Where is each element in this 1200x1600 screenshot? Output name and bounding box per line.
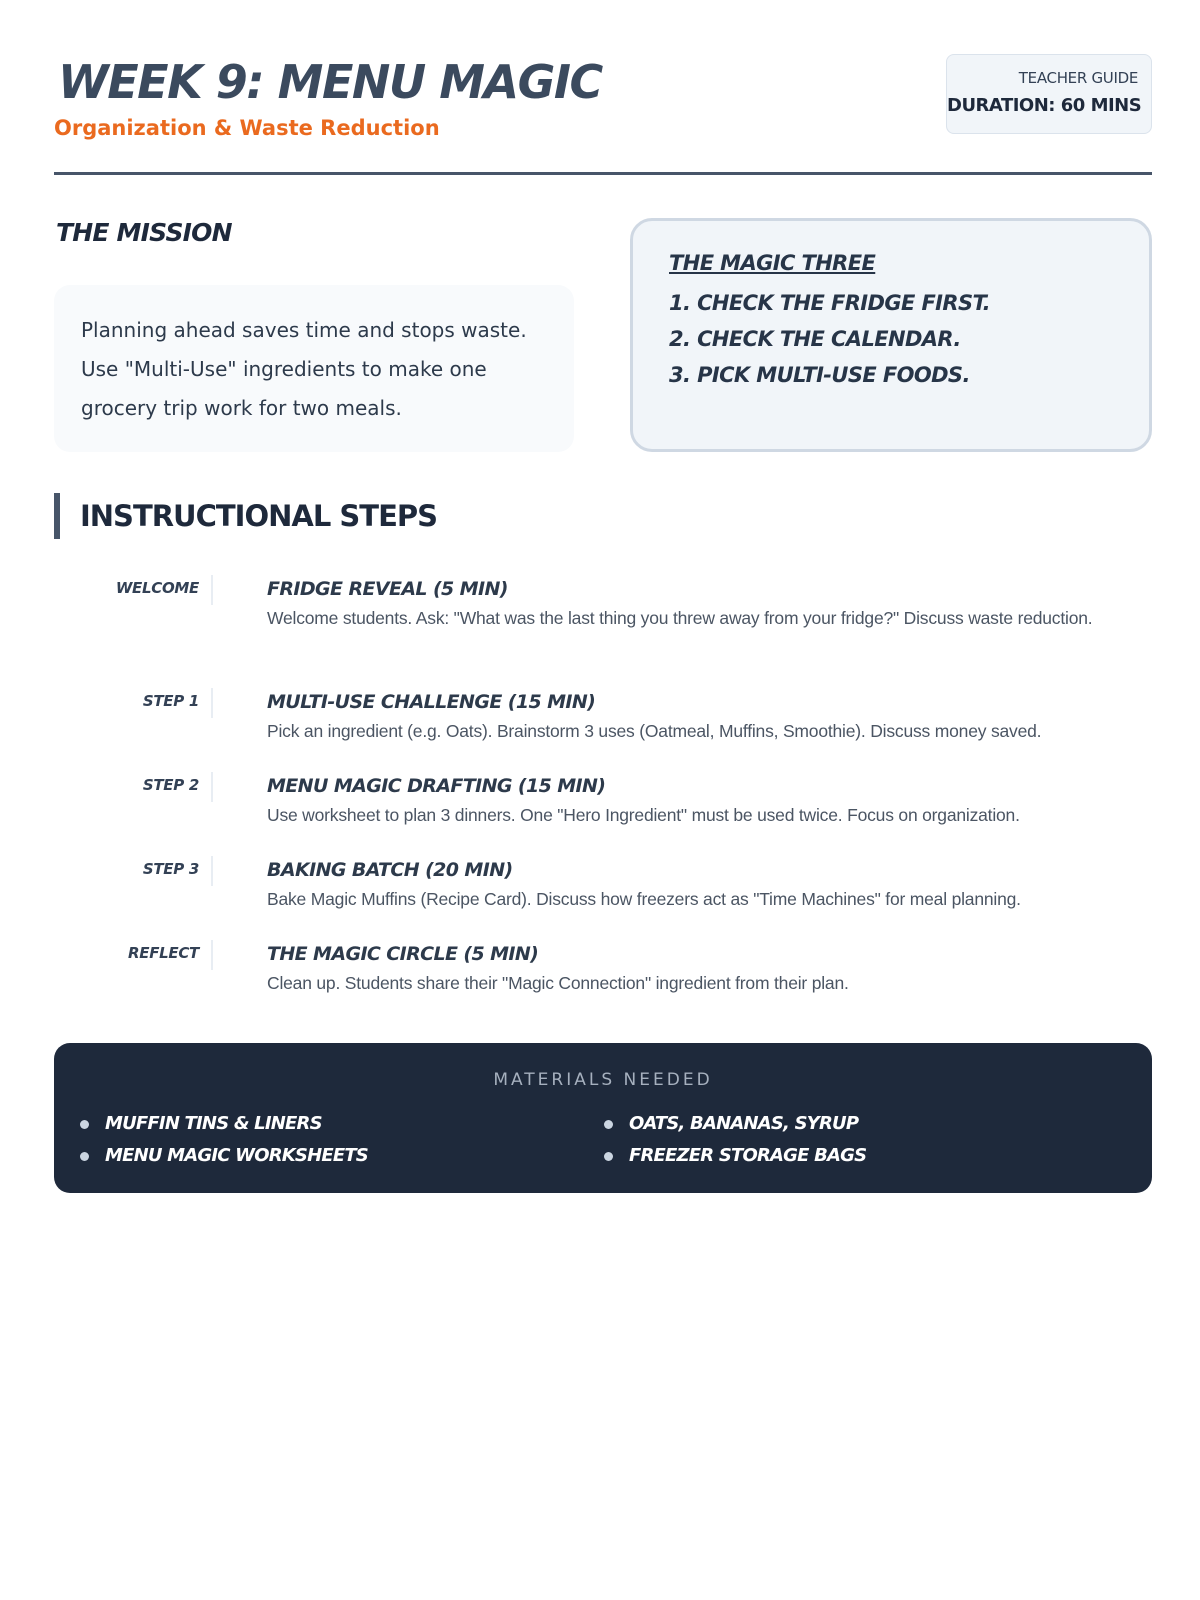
step-divider — [211, 575, 213, 605]
step-body — [267, 940, 1152, 998]
material-label: MUFFIN TINS & LINERS — [105, 1113, 322, 1134]
step-divider — [211, 940, 213, 970]
material-item — [80, 1112, 322, 1136]
step-title: THE MAGIC CIRCLE (5 MIN) — [267, 943, 539, 965]
step-item — [54, 688, 1152, 772]
step-tag: STEP 1 — [142, 692, 199, 710]
step-description: Welcome students. Ask: "What was the last thing you threw away from your fridge?" Discuss waste reduction. — [267, 608, 1093, 628]
guide-label: TEACHER GUIDE — [1018, 69, 1138, 87]
bullet-icon — [604, 1152, 613, 1161]
page-header — [54, 54, 1152, 175]
step-title: MULTI-USE CHALLENGE (15 MIN) — [267, 691, 596, 713]
step-item — [54, 856, 1152, 940]
step-description: Pick an ingredient (e.g. Oats). Brainstorm 3 uses (Oatmeal, Muffins, Smoothie). Discuss money saved. — [267, 721, 1042, 741]
material-item — [604, 1112, 858, 1136]
page-subtitle: Organization & Waste Reduction — [54, 116, 440, 140]
step-body — [267, 575, 1152, 633]
step-tag: REFLECT — [128, 944, 199, 962]
guide-info-box — [946, 54, 1152, 134]
step-title: BAKING BATCH (20 MIN) — [267, 859, 513, 881]
step-title: FRIDGE REVEAL (5 MIN) — [267, 578, 508, 600]
materials-title: MATERIALS NEEDED — [493, 1070, 713, 1090]
magic-three-item: 3. PICK MULTI-USE FOODS. — [669, 363, 970, 387]
step-divider — [211, 688, 213, 718]
step-description: Bake Magic Muffins (Recipe Card). Discuss how freezers act as "Time Machines" for meal planning. — [267, 889, 1021, 909]
magic-three-item: 1. CHECK THE FRIDGE FIRST. — [669, 291, 991, 315]
mission-text: Planning ahead saves time and stops waste. Use "Multi-Use" ingredients to make one grocery trip work for two meals. — [54, 285, 574, 452]
step-tag: STEP 2 — [142, 776, 199, 794]
mission-heading: THE MISSION — [56, 218, 232, 247]
material-label: OATS, BANANAS, SYRUP — [629, 1113, 859, 1134]
step-item — [54, 772, 1152, 856]
step-item — [54, 940, 1152, 1000]
magic-three-item: 2. CHECK THE CALENDAR. — [669, 327, 961, 351]
step-body — [267, 688, 1152, 746]
steps-list — [54, 575, 1152, 1000]
step-tag: WELCOME — [115, 579, 199, 597]
step-description: Use worksheet to plan 3 dinners. One "Hero Ingredient" must be used twice. Focus on organization. — [267, 805, 1020, 825]
material-label: FREEZER STORAGE BAGS — [629, 1145, 867, 1166]
steps-heading: INSTRUCTIONAL STEPS — [54, 493, 437, 539]
step-divider — [211, 856, 213, 886]
step-tag: STEP 3 — [142, 860, 199, 878]
material-item — [80, 1144, 368, 1168]
duration-label: DURATION: 60 MINS — [947, 95, 1142, 116]
material-item — [604, 1144, 866, 1168]
material-label: MENU MAGIC WORKSHEETS — [105, 1145, 368, 1166]
materials-panel — [54, 1043, 1152, 1193]
magic-three-box — [630, 218, 1152, 452]
step-divider — [211, 772, 213, 802]
step-body — [267, 772, 1152, 830]
step-item — [54, 575, 1152, 688]
bullet-icon — [604, 1120, 613, 1129]
magic-three-title: THE MAGIC THREE — [669, 251, 876, 275]
step-body — [267, 856, 1152, 914]
bullet-icon — [80, 1120, 89, 1129]
bullet-icon — [80, 1152, 89, 1161]
page-title: WEEK 9: MENU MAGIC — [58, 55, 602, 109]
step-title: MENU MAGIC DRAFTING (15 MIN) — [267, 775, 606, 797]
step-description: Clean up. Students share their "Magic Connection" ingredient from their plan. — [267, 973, 849, 993]
